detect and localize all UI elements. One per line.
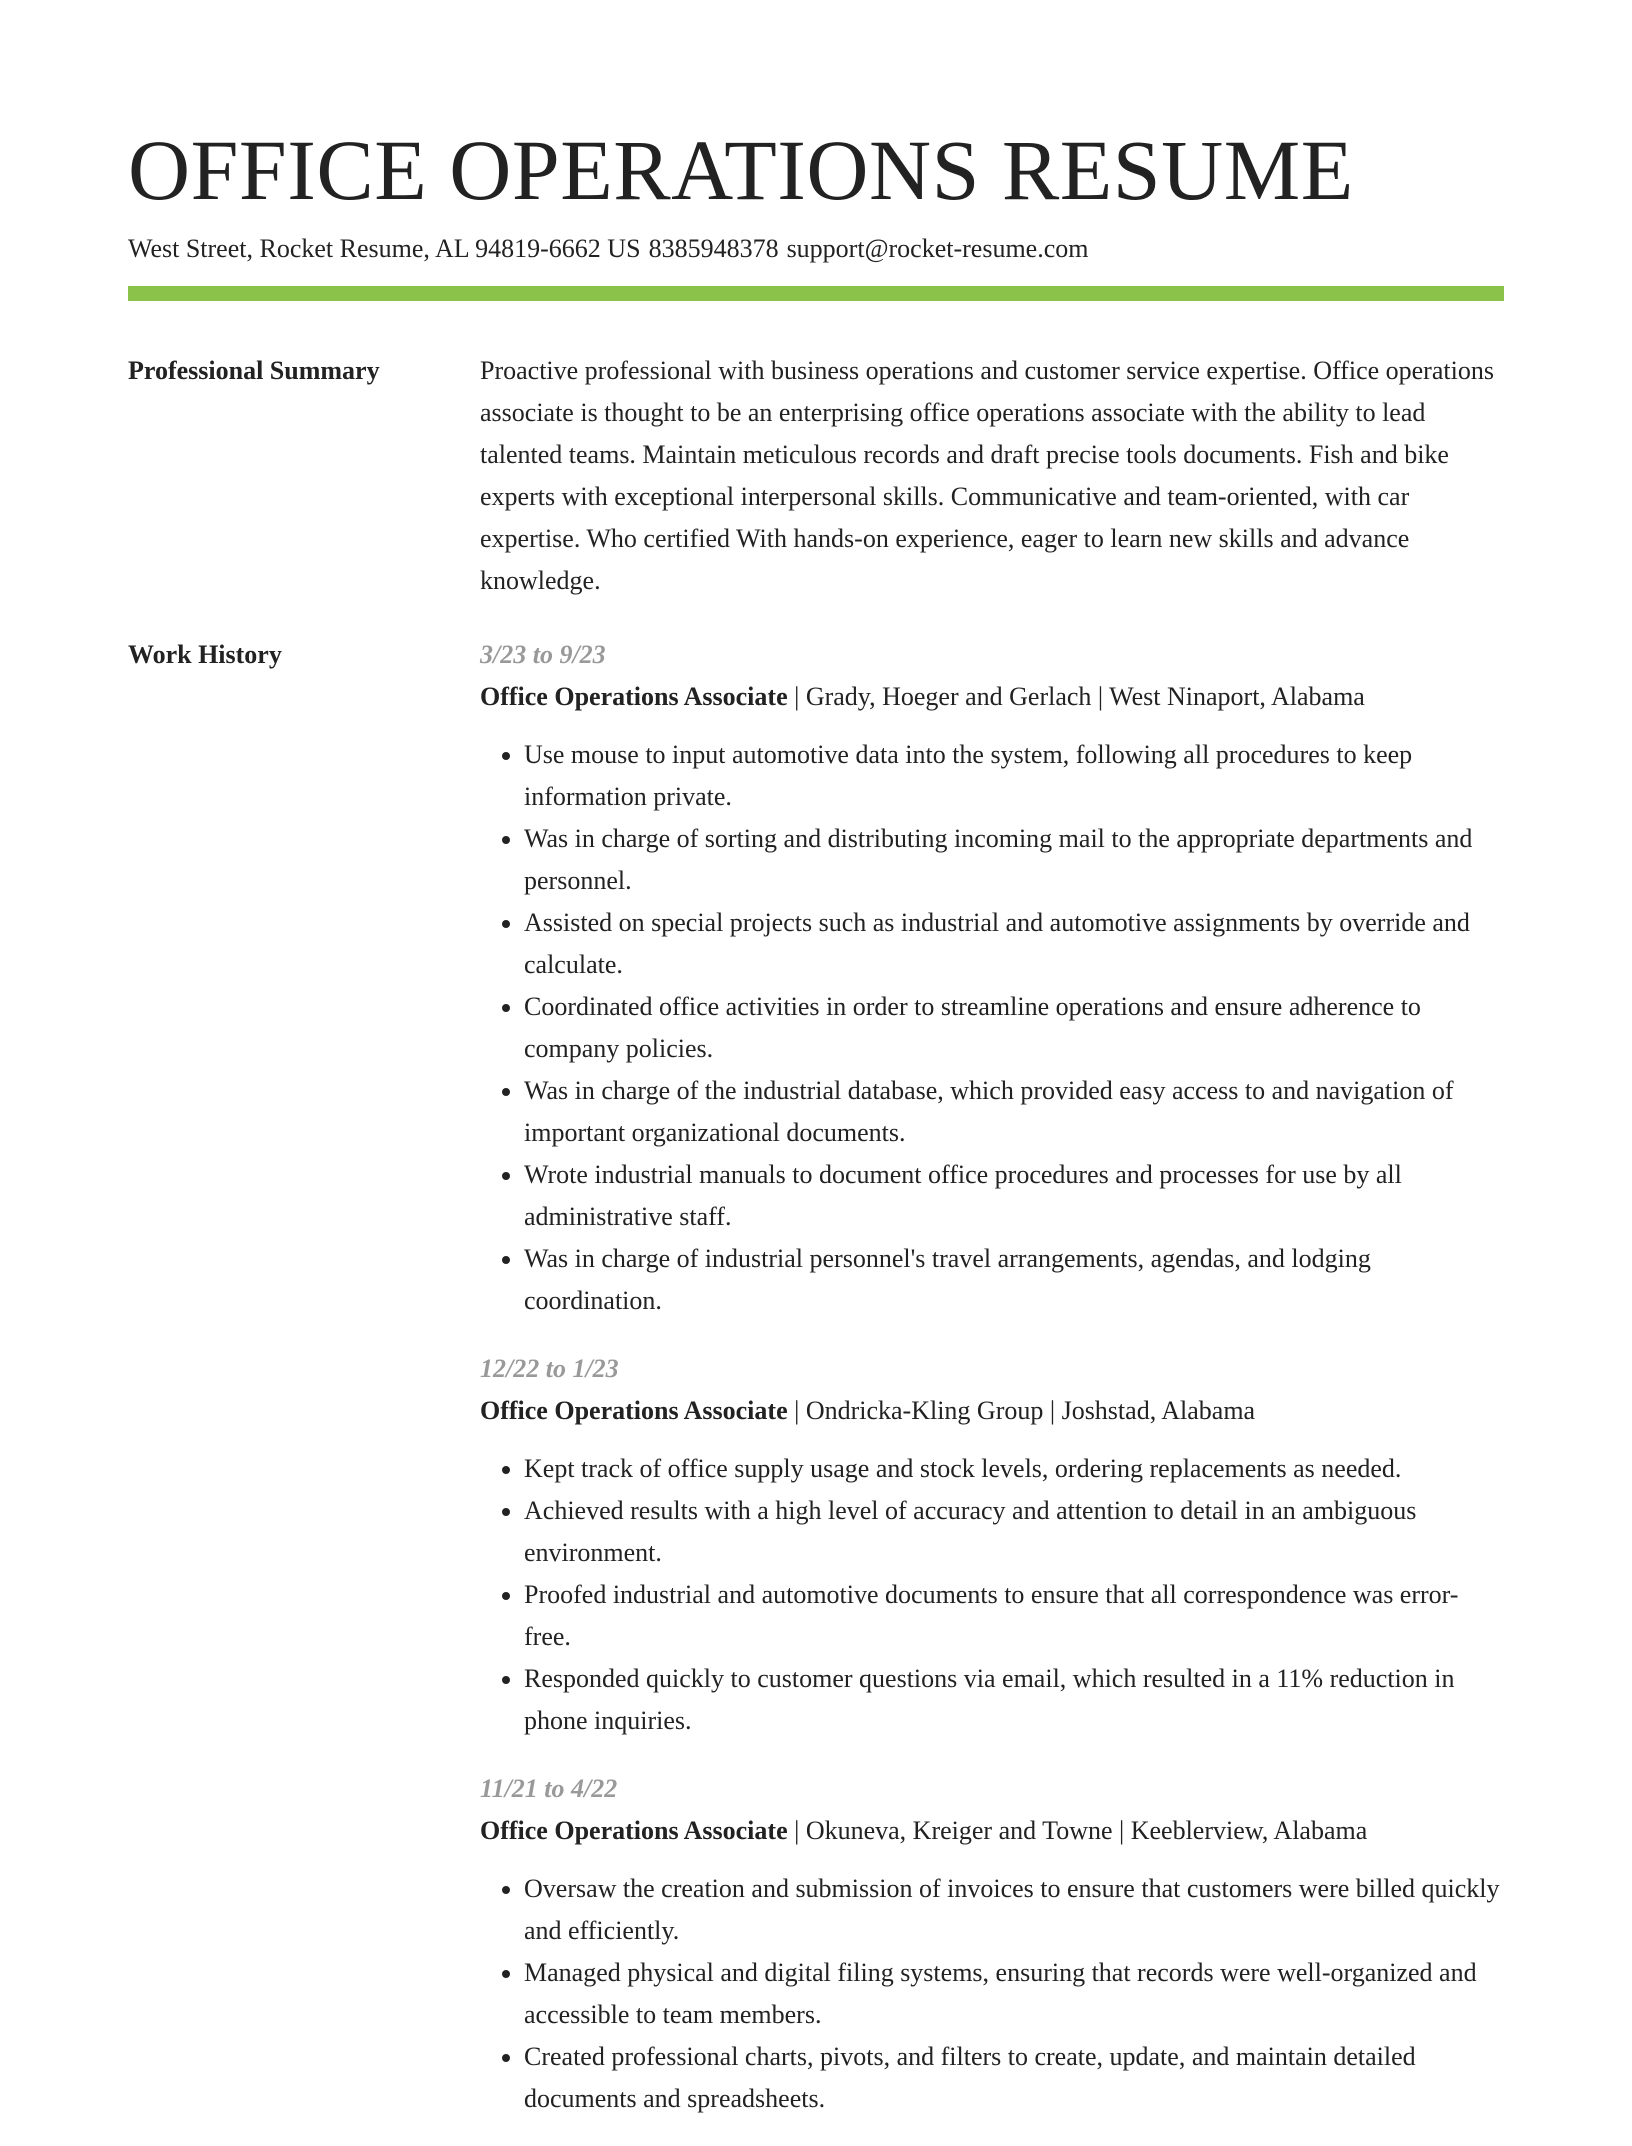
- contact-address: West Street, Rocket Resume, AL 94819-6662 US: [128, 234, 641, 263]
- job-title-line: [480, 676, 1504, 718]
- job-bullet-list: [480, 1868, 1504, 2120]
- job-title: Office Operations Associate: [480, 1816, 788, 1845]
- summary-text: Proactive professional with business operations and customer service expertise. Office operations associate is thought to be an enterprising office operations associate with the ability to lead talented teams. Maintain meticulous records and draft precise tools documents. Fish and bike experts with exceptional interpersonal skills. Communicative and team-oriented, with car expertise. Who certified With hands-on experience, eager to learn new skills and advance knowledge.: [480, 356, 1494, 595]
- job-bullet: • Achieved results with a high level of accuracy and attention to detail in an ambiguous environment.: [524, 1490, 1504, 1574]
- job-title-line: [480, 1390, 1504, 1432]
- job-bullet-list: [480, 1448, 1504, 1742]
- work-history-list: [480, 634, 1504, 2146]
- section-heading-work-history: Work History: [128, 640, 282, 669]
- contact-email: support@rocket-resume.com: [786, 234, 1089, 263]
- job-entry: [480, 634, 1504, 1322]
- job-dates: 3/23 to 9/23: [480, 640, 606, 669]
- job-bullet: • Kept track of office supply usage and stock levels, ordering replacements as needed.: [524, 1448, 1504, 1490]
- job-bullet: • Was in charge of the industrial database, which provided easy access to and navigation of important organizational documents.: [524, 1070, 1504, 1154]
- job-bullet: • Proofed industrial and automotive documents to ensure that all correspondence was error-free.: [524, 1574, 1504, 1658]
- job-bullet: • Wrote industrial manuals to document office procedures and processes for use by all administrative staff.: [524, 1154, 1504, 1238]
- job-bullet: • Assisted on special projects such as industrial and automotive assignments by override and calculate.: [524, 902, 1504, 986]
- job-bullet: • Use mouse to input automotive data into the system, following all procedures to keep information private.: [524, 734, 1504, 818]
- job-details: | Okuneva, Kreiger and Towne | Keeblerview, Alabama: [787, 1816, 1368, 1845]
- header-divider: [128, 286, 1504, 301]
- job-dates: 11/21 to 4/22: [480, 1774, 618, 1803]
- job-bullet: • Responded quickly to customer questions via email, which resulted in a 11% reduction in phone inquiries.: [524, 1658, 1504, 1742]
- job-bullet: • Coordinated office activities in order to streamline operations and ensure adherence to company policies.: [524, 986, 1504, 1070]
- job-bullet-list: [480, 734, 1504, 1322]
- job-bullet: • Managed physical and digital filing systems, ensuring that records were well-organized and accessible to team members.: [524, 1952, 1504, 2036]
- job-details: | Ondricka-Kling Group | Joshstad, Alabama: [787, 1396, 1256, 1425]
- job-bullet: • Oversaw the creation and submission of invoices to ensure that customers were billed quickly and efficiently.: [524, 1868, 1504, 1952]
- resume-title: OFFICE OPERATIONS RESUME: [128, 122, 1354, 218]
- job-bullet: • Was in charge of industrial personnel's travel arrangements, agendas, and lodging coordination.: [524, 1238, 1504, 1322]
- contact-line: [128, 232, 1088, 266]
- job-title: Office Operations Associate: [480, 1396, 788, 1425]
- job-bullet: • Created professional charts, pivots, and filters to create, update, and maintain detailed documents and spreadsheets.: [524, 2036, 1504, 2120]
- job-title: Office Operations Associate: [480, 682, 788, 711]
- section-heading-summary: Professional Summary: [128, 356, 380, 385]
- job-entry: [480, 1348, 1504, 1742]
- job-entry: [480, 1768, 1504, 2120]
- job-dates: 12/22 to 1/23: [480, 1354, 619, 1383]
- contact-phone: 8385948378: [648, 234, 779, 263]
- job-bullet: • Was in charge of sorting and distributing incoming mail to the appropriate departments and personnel.: [524, 818, 1504, 902]
- job-details: | Grady, Hoeger and Gerlach | West Ninaport, Alabama: [787, 682, 1365, 711]
- job-title-line: [480, 1810, 1504, 1852]
